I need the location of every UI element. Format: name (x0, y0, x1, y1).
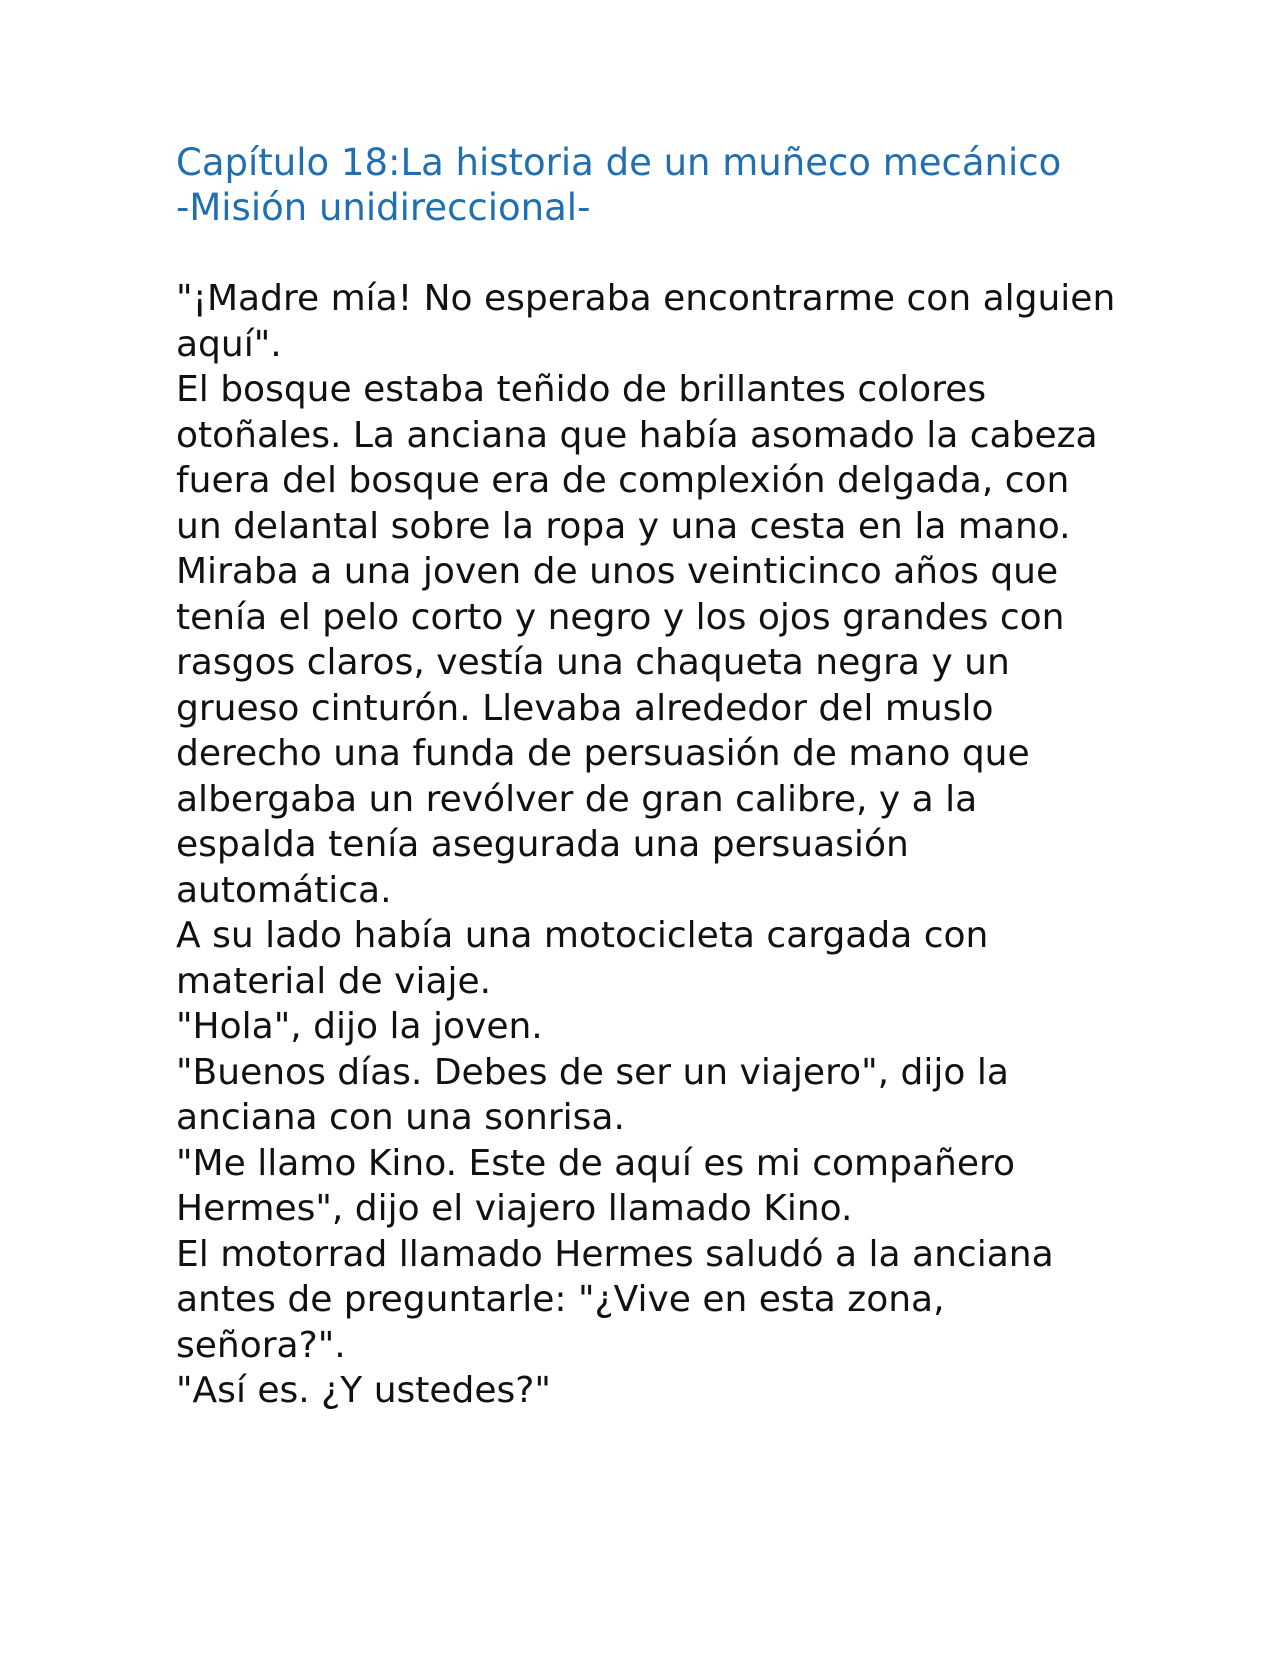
chapter-title (176, 140, 1116, 230)
chapter-title-line-2: -Misión unidireccional- (176, 186, 591, 229)
paragraph: "Buenos días. Debes de ser un viajero", dijo la anciana con una sonrisa. (176, 1051, 1009, 1138)
paragraph: "Así es. ¿Y ustedes?" (176, 1370, 551, 1411)
chapter-body (176, 276, 1116, 1414)
paragraph: "Me llamo Kino. Este de aquí es mi compañero Hermes", dijo el viajero llamado Kino. (176, 1142, 1016, 1229)
document-page (176, 140, 1116, 1414)
paragraph: El bosque estaba teñido de brillantes colores otoñales. La anciana que había asomado la cabeza fuera del bosque era de complexión delgada, con un delantal sobre la ropa y una cesta en la mano. (176, 369, 1098, 547)
paragraph: A su lado había una motocicleta cargada con material de viaje. (176, 915, 989, 1002)
paragraph: "¡Madre mía! No esperaba encontrarme con alguien aquí". (176, 278, 1116, 365)
paragraph: El motorrad llamado Hermes saludó a la anciana antes de preguntarle: "¿Vive en esta zona, señora?". (176, 1233, 1054, 1366)
chapter-title-line-1: Capítulo 18:La historia de un muñeco mecánico (176, 141, 1062, 184)
paragraph: "Hola", dijo la joven. (176, 1006, 543, 1047)
paragraph: Miraba a una joven de unos veinticinco años que tenía el pelo corto y negro y los ojos grandes con rasgos claros, vestía una chaqueta negra y un grueso cinturón. Llevaba alrededor del muslo derecho una funda de persuasión de mano que albergaba un revólver de gran calibre, y a la espalda tenía asegurada una persuasión automática. (176, 551, 1065, 911)
